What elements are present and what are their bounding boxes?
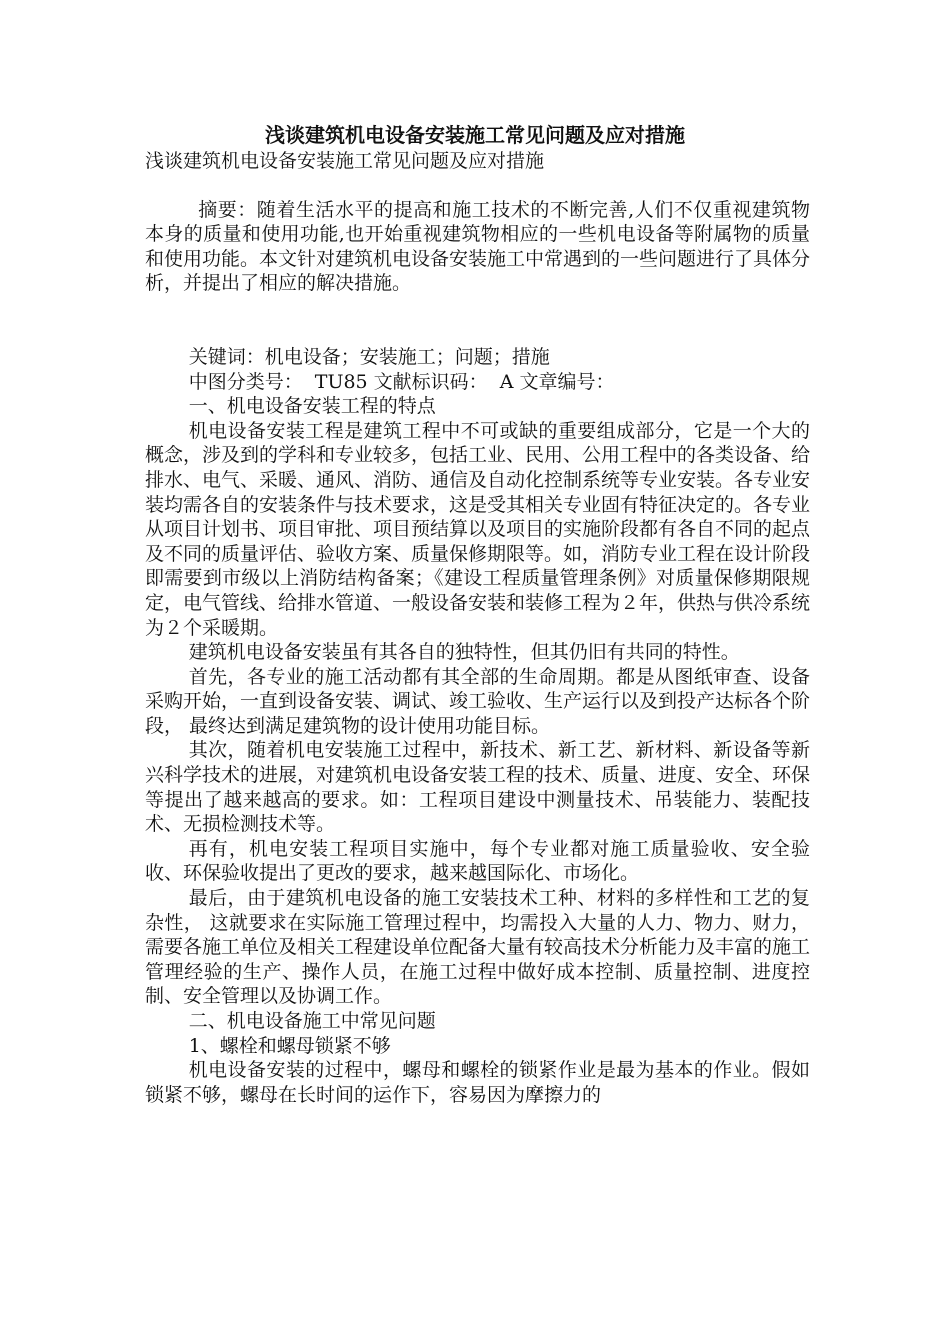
body-paragraph-1: 机电设备安装工程是建筑工程中不可或缺的重要组成部分，它是一个大的概念，涉及到的学科和专业较多，包括工业、民用、公用工程中的各类设备、给排水、电气、采暖、通风、消防、通信及自动化控制系统等专业安装。各专业安装均需各自的安装条件与技术要求，这是受其相关专业固有特征决定的。各专业从项目计划书、项目审批、项目预结算以及项目的实施阶段都有各自不同的起点及不同的质量评估、验收方案、质量保修期限等。如，消防专业工程在设计阶段即需要到市级以上消防结构备案；《建设工程质量管理条例》对质量保修期限规定，电气管线、给排水管道、一般设备安装和装修工程为２年，供热与供冷系统为２个采暖期。	[145, 419, 811, 639]
abstract-paragraph: 摘要：随着生活水平的提高和施工技术的不断完善,人们不仅重视建筑物本身的质量和使用功能,也开始重视建筑物相应的一些机电设备等附属物的质量和使用功能。本文针对建筑机电设备安装施工中常遇到的一些问题进行了具体分析，并提出了相应的解决措施。	[145, 198, 811, 295]
body-paragraph-5: 再有，机电安装工程项目实施中，每个专业都对施工质量验收、安全验收、环保验收提出了更改的要求，越来越国际化、市场化。	[145, 837, 810, 885]
body-paragraph-6: 最后，由于建筑机电设备的施工安装技术工种、材料的多样性和工艺的复杂性， 这就要求在实际施工管理过程中，均需投入大量的人力、物力、财力， 需要各施工单位及相关工程建设单位配备大量有较高技术分析能力及丰富的施工管理经验的生产、操作人员，在施工过程中做好成本控制、质量控制、进度控制、安全管理以及协调工作。	[145, 887, 811, 1008]
body-paragraph-7: 机电设备安装的过程中，螺母和螺栓的锁紧作业是最为基本的作业。假如锁紧不够，螺母在长时间的运作下，容易因为摩擦力的	[145, 1059, 810, 1106]
document-body	[145, 149, 810, 1107]
subsection-heading-1: 1、螺栓和螺母锁紧不够	[188, 1034, 391, 1057]
document-subtitle: 浅谈建筑机电设备安装施工常见问题及应对措施	[145, 150, 545, 172]
keywords-line: 关键词：机电设备；安装施工；问题；措施	[188, 345, 550, 368]
body-paragraph-2: 建筑机电设备安装虽有其各自的独特性，但其仍旧有共同的特性。	[188, 641, 740, 664]
section-heading-2: 二、机电设备施工中常见问题	[188, 1010, 436, 1032]
document-title: 浅谈建筑机电设备安装施工常见问题及应对措施	[265, 123, 685, 147]
body-paragraph-4: 其次，随着机电安装施工过程中，新技术、新工艺、新材料、新设备等新兴科学技术的进展，对建筑机电设备安装工程的技术、质量、进度、安全、环保等提出了越来越高的要求。如：工程项目建设中测量技术、吊装能力、装配技术、无损检测技术等。	[145, 739, 811, 836]
classification-line: 中图分类号： TU85 文献标识码： A 文章编号：	[188, 370, 615, 393]
body-paragraph-3: 首先，各专业的施工活动都有其全部的生命周期。都是从图纸审查、设备采购开始，一直到设备安装、调试、竣工验收、生产运行以及到投产达标各个阶段， 最终达到满足建筑物的设计使用功能目标。	[145, 665, 811, 737]
section-heading-1: 一、机电设备安装工程的特点	[188, 395, 436, 418]
